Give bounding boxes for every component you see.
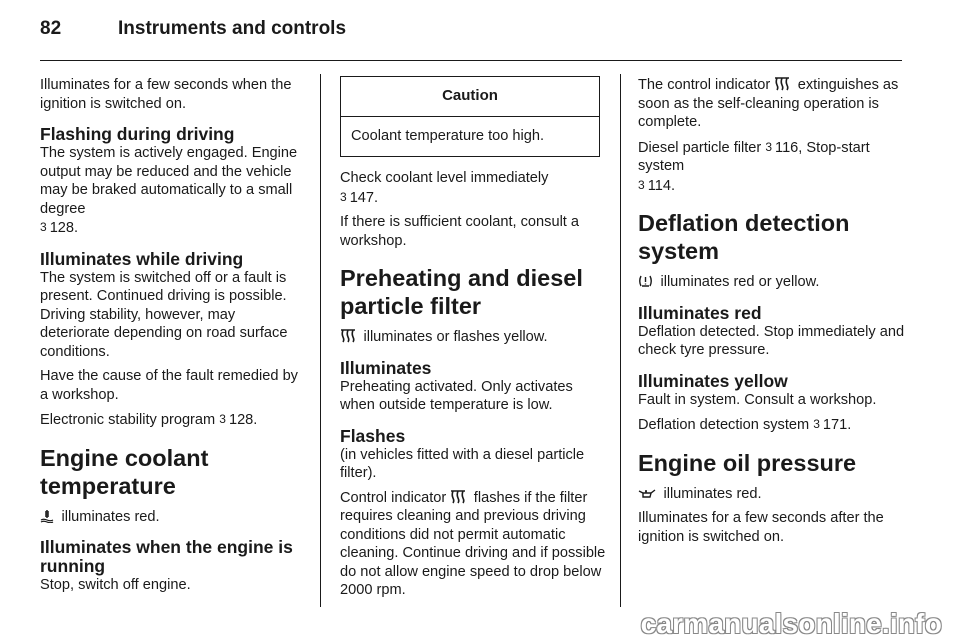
red-paragraph: Deflation detected. Stop immediately and check tyre pressure. bbox=[638, 323, 905, 358]
check-paragraph: Check coolant level immediately 3 147. bbox=[340, 170, 549, 206]
intro-paragraph: Illuminates for a few seconds when the ignition is switched on. bbox=[40, 77, 292, 112]
illuminates-paragraph: Preheating activated. Only activates when outside temperature is low. bbox=[340, 378, 573, 413]
column-divider bbox=[620, 74, 621, 607]
page-ref: 128. bbox=[228, 412, 258, 428]
glow-plug-icon bbox=[774, 76, 794, 93]
heading-preheating: Preheating and diesel particle filter bbox=[340, 265, 583, 319]
watermark: carmanualsonline.info bbox=[640, 608, 942, 639]
tyre-pressure-icon bbox=[638, 273, 657, 290]
caution-box bbox=[340, 76, 600, 157]
extinguish-paragraph: The control indicator extinguishes as soon as the self-cleaning operation is complete. bbox=[638, 77, 899, 130]
running-paragraph: Stop, switch off engine. bbox=[40, 577, 191, 593]
flashing-paragraph: The system is actively engaged. Engine output may be reduced and the vehicle may be braked automatically to a small degree 3 128. bbox=[40, 145, 298, 236]
dds-paragraph: Deflation detection system 3 171. bbox=[638, 417, 852, 433]
thermometer-icon bbox=[40, 508, 58, 525]
page-ref-icon: 3 bbox=[40, 220, 47, 234]
coolant-paragraph: illuminates red. bbox=[40, 508, 308, 527]
page-title: Instruments and controls bbox=[118, 18, 347, 39]
glow-plug-icon bbox=[450, 489, 470, 506]
heading-flashes: Flashes bbox=[340, 425, 406, 446]
page-ref-icon: 3 bbox=[219, 412, 226, 426]
caution-title: Caution bbox=[341, 77, 599, 117]
column-2 bbox=[340, 76, 608, 606]
heading-illuminates-driving: Illuminates while driving bbox=[40, 248, 244, 269]
heading-engine-coolant: Engine coolant temperature bbox=[40, 444, 209, 499]
glow-plug-icon bbox=[340, 328, 360, 345]
heading-illuminates: Illuminates bbox=[340, 357, 432, 378]
heading-deflation: Deflation detection system bbox=[638, 210, 850, 264]
heading-flashing-driving: Flashing during driving bbox=[40, 124, 235, 144]
header-rule bbox=[40, 60, 902, 61]
page-number: 82 bbox=[40, 18, 62, 39]
page-ref-icon: 3 bbox=[638, 177, 645, 192]
oil-paragraph: illuminates red. bbox=[638, 485, 906, 504]
dpf-paragraph: Diesel particle filter 3 116, Stop-start system 3 114. bbox=[638, 139, 870, 194]
oil-few-paragraph: Illuminates for a few seconds after the ignition is switched on. bbox=[638, 510, 884, 545]
deflation-paragraph: illuminates red or yellow. bbox=[638, 273, 906, 292]
page-ref-icon: 3 bbox=[813, 417, 820, 431]
page-header bbox=[40, 18, 346, 40]
flashes-paragraph: (in vehicles fitted with a diesel particle filter). bbox=[340, 446, 585, 481]
caution-body: Coolant temperature too high. bbox=[351, 127, 545, 144]
illuminates-paragraph: The system is switched off or a fault is present. Continued driving is possible. Driving stability, however, may deteriorate depending on road surface conditions. bbox=[40, 269, 288, 360]
esp-paragraph: Electronic stability program 3 128. bbox=[40, 412, 258, 428]
column-3 bbox=[638, 76, 906, 552]
page-ref-icon: 3 bbox=[765, 139, 773, 154]
remedied-paragraph: Have the cause of the fault remedied by a workshop. bbox=[40, 368, 298, 403]
yellow-paragraph: Fault in system. Consult a workshop. bbox=[638, 391, 877, 408]
control-paragraph: Control indicator flashes if the filter requires cleaning and previous driving conditions did not permit automatic cleaning. Continue driving and if possible do not allow engine speed to drop below 2000 rpm. bbox=[340, 489, 606, 598]
sufficient-paragraph: If there is sufficient coolant, consult a workshop. bbox=[340, 214, 580, 249]
heading-illuminates-yellow: Illuminates yellow bbox=[638, 370, 788, 391]
page-ref: 147. bbox=[349, 189, 379, 206]
preheat-paragraph: illuminates or flashes yellow. bbox=[340, 328, 608, 347]
heading-engine-running: Illuminates when the engine is running bbox=[40, 537, 293, 576]
page-ref: 128. bbox=[49, 220, 79, 236]
column-1 bbox=[40, 76, 308, 601]
oil-can-icon bbox=[638, 485, 660, 502]
heading-illuminates-red: Illuminates red bbox=[638, 302, 762, 323]
page-ref-icon: 3 bbox=[340, 189, 347, 204]
heading-oil-pressure: Engine oil pressure bbox=[638, 449, 857, 476]
column-divider bbox=[320, 74, 321, 607]
